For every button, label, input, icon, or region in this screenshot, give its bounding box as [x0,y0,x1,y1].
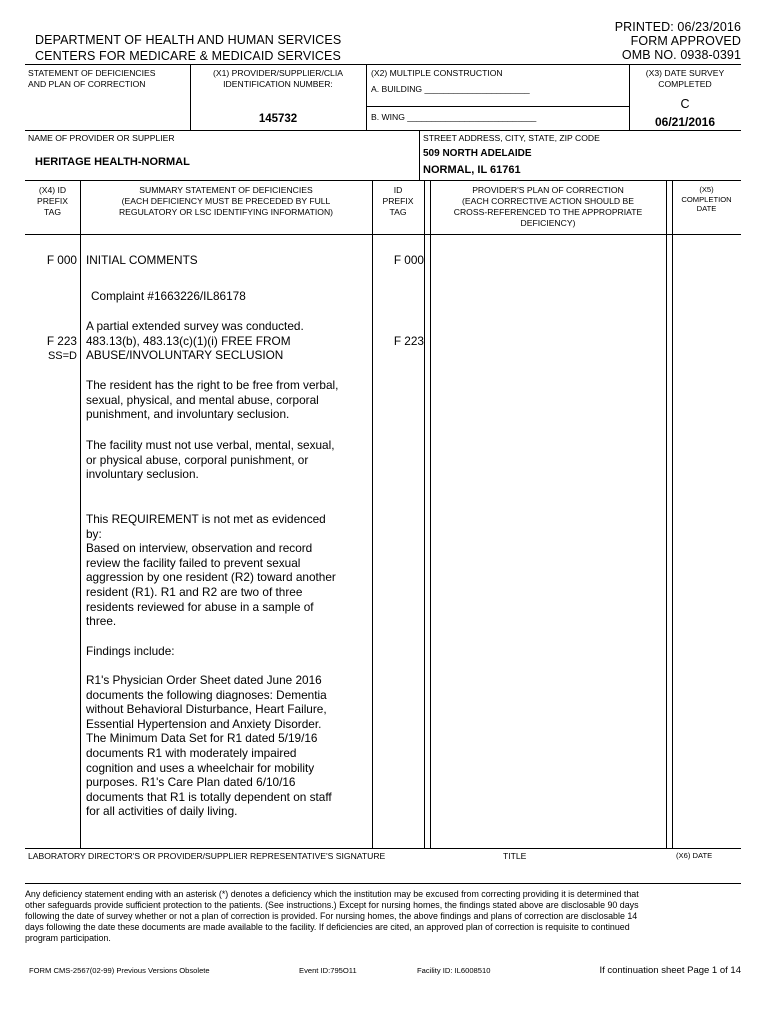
col-line-4 [430,180,431,848]
x3-label: (X3) DATE SURVEY COMPLETED [645,68,725,89]
event-id: Event ID:795O11 [299,966,357,975]
tag-f223-right: F 223 [393,334,424,348]
facility-id: Facility ID: IL6008510 [417,966,491,975]
facility-paragraph: The facility must not use verbal, mental, sexual, or physical abuse, corporal punishment, or involuntary seclusion. [86,438,335,482]
disclaimer: Any deficiency statement ending with an asterisk (*) denotes a deficiency which the institution may be excused from correcting providing it is determined that other safeguards provide sufficient protection to the patients. (See instructions.) Except for nursing homes, the findings stated above are disclosable 90 days following the date of survey whether or not a plan of correction is provided. For nursing homes, the above findings and plans of correction are disclosable 14 days following the date these documents are made available to the facility. If deficiencies are cited, an approved plan of correction is requisite to continued program participation. [25,889,639,943]
id-column-header: ID PREFIX TAG [382,185,414,217]
columns-bottom-border [25,234,741,235]
plan-column-header: PROVIDER'S PLAN OF CORRECTION (EACH CORRECTIVE ACTION SHOULD BE CROSS-REFERENCED TO THE APPROPRIATE DEFICIENCY) [453,185,643,228]
x5-column-header: (X5) COMPLETION DATE [681,185,732,213]
x4-column-header: (X4) ID PREFIX TAG [36,185,69,217]
x1-label: (X1) PROVIDER/SUPPLIER/CLIA IDENTIFICATION NUMBER: [213,68,343,89]
top-border [25,64,741,65]
agency-title: CENTERS FOR MEDICARE & MEDICAID SERVICES [35,49,341,63]
summary-column-header: SUMMARY STATEMENT OF DEFICIENCIES (EACH DEFICIENCY MUST BE PRECEDED BY FULL REGULATORY OR LSC IDENTIFYING INFORMATION) [118,185,334,217]
address-line1: 509 NORTH ADELAIDE [423,148,532,159]
provider-label: NAME OF PROVIDER OR SUPPLIER [28,133,175,143]
findings-paragraph: R1's Physician Order Sheet dated June 2016 documents the following diagnoses: Dementia without Behavioral Disturbance, Heart Failure, Essential Hypertension and Anxiety Disorder. The Minimum Data Set for R1 dated 5/19/16 documents R1 with moderately impaired cognition and uses a wheelchair for mobility purposes. R1's Care Plan dated 6/10/16 documents that R1 is totally dependent on staff for all activities of daily living. [86,673,332,819]
wing-label: B. WING ___________________________ [371,112,537,122]
printed-date: PRINTED: 06/23/2016 [614,20,741,34]
building-label: A. BUILDING ______________________ [371,84,530,94]
col-line-3 [424,180,425,848]
title-label: TITLE [503,851,527,861]
provider-top-border [25,130,741,131]
col-line-1 [80,180,81,848]
provider-name: HERITAGE HEALTH-NORMAL [35,156,190,168]
requirement-paragraph: This REQUIREMENT is not met as evidenced by: Based on interview, observation and record review the facility failed to prevent sexual aggression by one resident (R2) toward another resident (R1). R1 and R2 are two of three residents reviewed for abuse in a sample of three. [86,512,336,629]
address-label: STREET ADDRESS, CITY, STATE, ZIP CODE [423,133,600,143]
signature-bottom-border [25,883,741,884]
provider-divider [419,130,420,180]
tag-f000: F 000 [46,253,77,267]
x6-date-label: (X6) DATE [676,851,713,860]
col-line-6 [672,180,673,848]
findings-label: Findings include: [86,644,175,658]
signature-label: LABORATORY DIRECTOR'S OR PROVIDER/SUPPLIER REPRESENTATIVE'S SIGNATURE [28,851,386,861]
initial-comments: INITIAL COMMENTS [86,253,198,267]
tag-ssd: SS=D [47,350,77,362]
tag-f223: F 223 [46,334,77,348]
form-number: FORM CMS-2567(02-99) Previous Versions Obsolete [29,966,210,975]
department-title: DEPARTMENT OF HEALTH AND HUMAN SERVICES [35,33,342,47]
statement-label: STATEMENT OF DEFICIENCIES AND PLAN OF CORRECTION [28,68,156,89]
building-divider [366,106,629,107]
x3-code: C [680,97,690,111]
form-approved: FORM APPROVED [630,34,741,48]
col-line-2 [372,180,373,848]
rights-paragraph: The resident has the right to be free from verbal, sexual, physical, and mental abuse, corporal punishment, and involuntary seclusion. [86,378,339,422]
complaint-number: Complaint #1663226/IL86178 [91,289,246,303]
address-line2: NORMAL, IL 61761 [423,164,521,176]
col-line-5 [666,180,667,848]
omb-number: OMB NO. 0938-0391 [621,48,741,62]
x2-label: (X2) MULTIPLE CONSTRUCTION [371,68,503,78]
divider-x2 [366,64,367,130]
provider-id: 145732 [258,113,298,125]
signature-top-border [25,848,741,849]
regulation-paragraph: A partial extended survey was conducted. 483.13(b), 483.13(c)(1)(i) FREE FROM ABUSE/INVOLUNTARY SECLUSION [86,319,304,363]
survey-date: 06/21/2016 [654,115,716,129]
columns-top-border [25,180,741,181]
tag-f000-right: F 000 [393,253,424,267]
page-indicator: If continuation sheet Page 1 of 14 [599,965,741,976]
